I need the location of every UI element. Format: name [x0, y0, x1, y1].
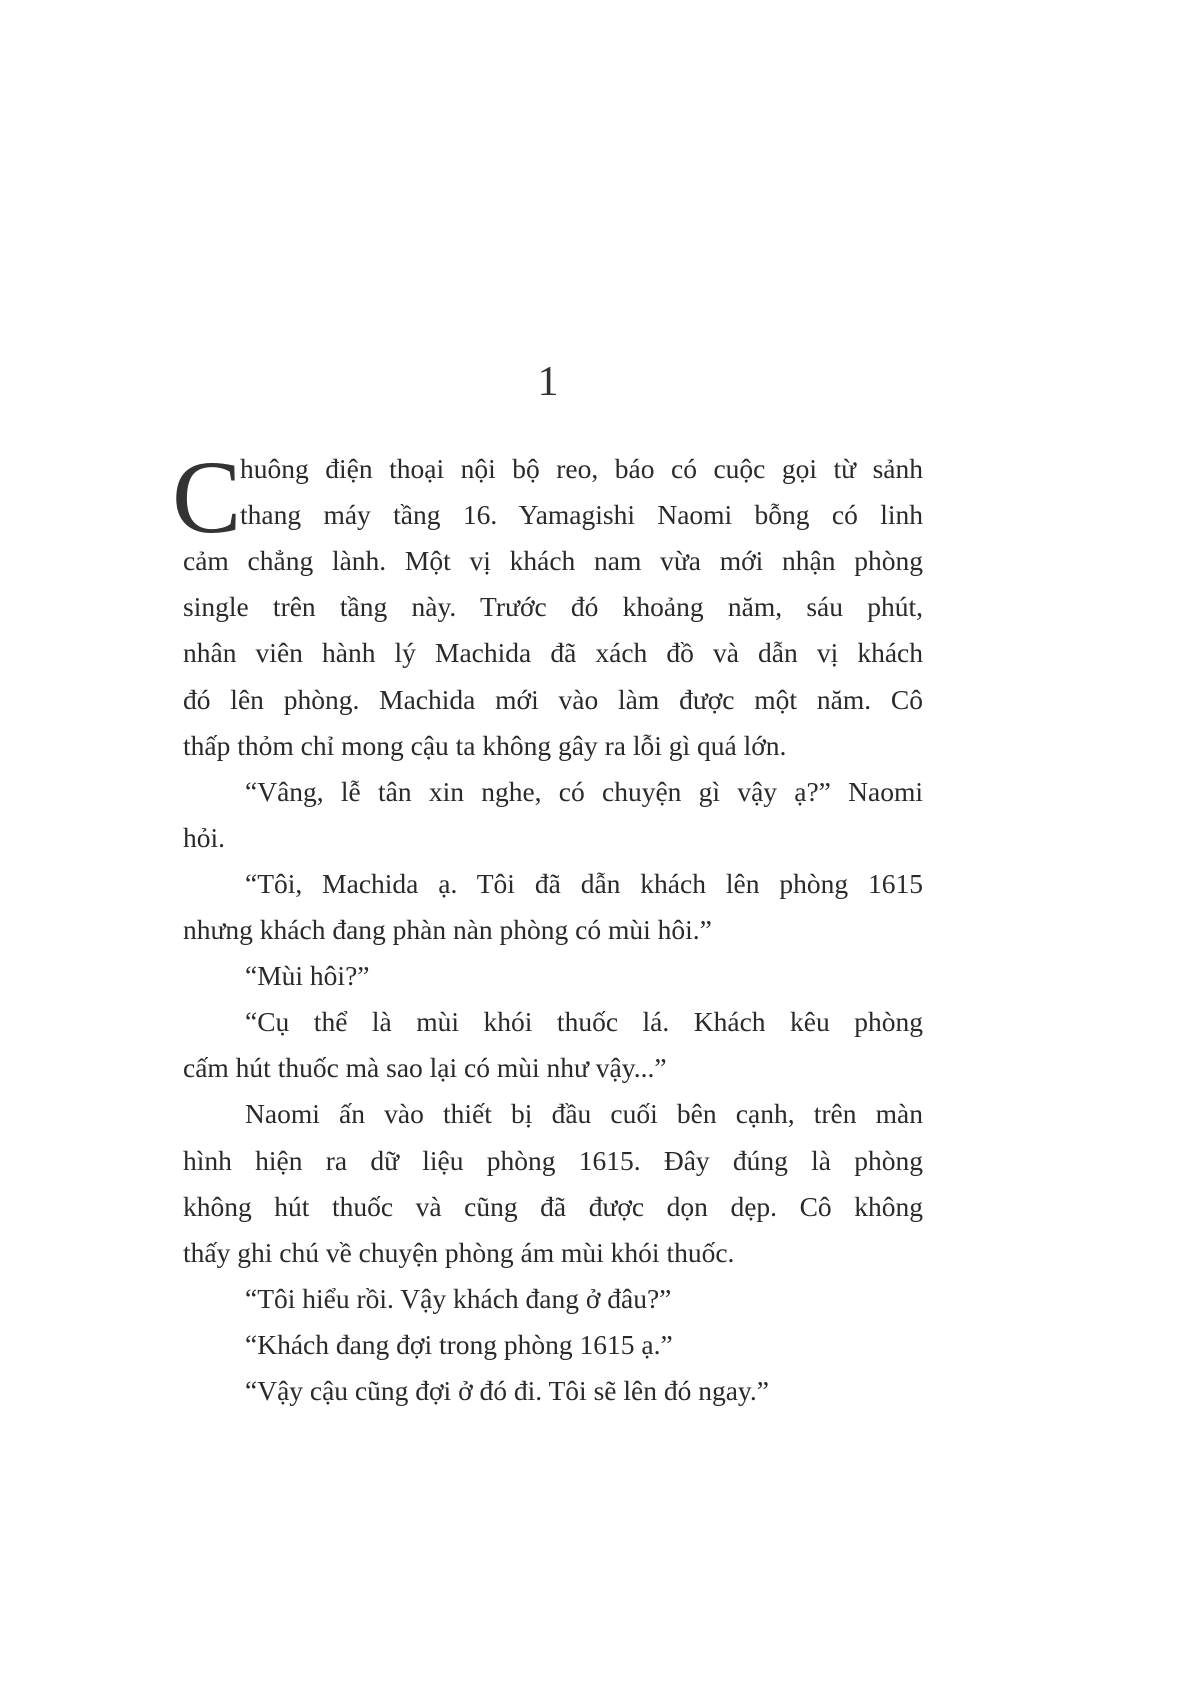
text-line: hỏi. [183, 821, 226, 853]
text-line: “Cụ thể là mùi khói thuốc lá. Khách kêu phòng [245, 1006, 923, 1038]
text-line: nhưng khách đang phàn nàn phòng có mùi hôi.” [183, 914, 712, 945]
text-line: “Mùi hôi?” [245, 960, 370, 992]
text-line: cấm hút thuốc mà sao lại có mùi như vậy...” [183, 1052, 667, 1084]
text-line: “Khách đang đợi trong phòng 1615 ạ.” [245, 1328, 673, 1360]
text-line: “Vậy cậu cũng đợi ở đó đi. Tôi sẽ lên đó ngay.” [245, 1375, 769, 1406]
text-line: huông điện thoại nội bộ reo, báo có cuộc gọi từ sảnh [240, 453, 923, 484]
text-line: “Tôi, Machida ạ. Tôi đã dẫn khách lên phòng 1615 [245, 867, 923, 899]
text-line: cảm chẳng lành. Một vị khách nam vừa mới nhận phòng [183, 545, 923, 577]
text-line: không hút thuốc và cũng đã được dọn dẹp. Cô không [183, 1190, 923, 1222]
text-line: thấp thỏm chỉ mong cậu ta không gây ra lỗi gì quá lớn. [183, 729, 787, 761]
text-line: thấy ghi chú về chuyện phòng ám mùi khói thuốc. [183, 1236, 735, 1268]
chapter-number: 1 [537, 359, 559, 405]
drop-cap: C [172, 440, 242, 555]
text-line: “Tôi hiểu rồi. Vậy khách đang ở đâu?” [245, 1282, 672, 1314]
text-line: đó lên phòng. Machida mới vào làm được một năm. Cô [183, 683, 923, 715]
text-line: thang máy tầng 16. Yamagishi Naomi bỗng có linh [240, 499, 923, 531]
text-line: nhân viên hành lý Machida đã xách đồ và dẫn vị khách [183, 637, 923, 669]
text-line: “Vâng, lễ tân xin nghe, có chuyện gì vậy ạ?” Naomi [245, 775, 923, 807]
text-line: hình hiện ra dữ liệu phòng 1615. Đây đúng là phòng [183, 1144, 923, 1176]
text-line: Naomi ấn vào thiết bị đầu cuối bên cạnh, trên màn [245, 1098, 923, 1130]
text-line: single trên tầng này. Trước đó khoảng năm, sáu phút, [183, 591, 923, 623]
